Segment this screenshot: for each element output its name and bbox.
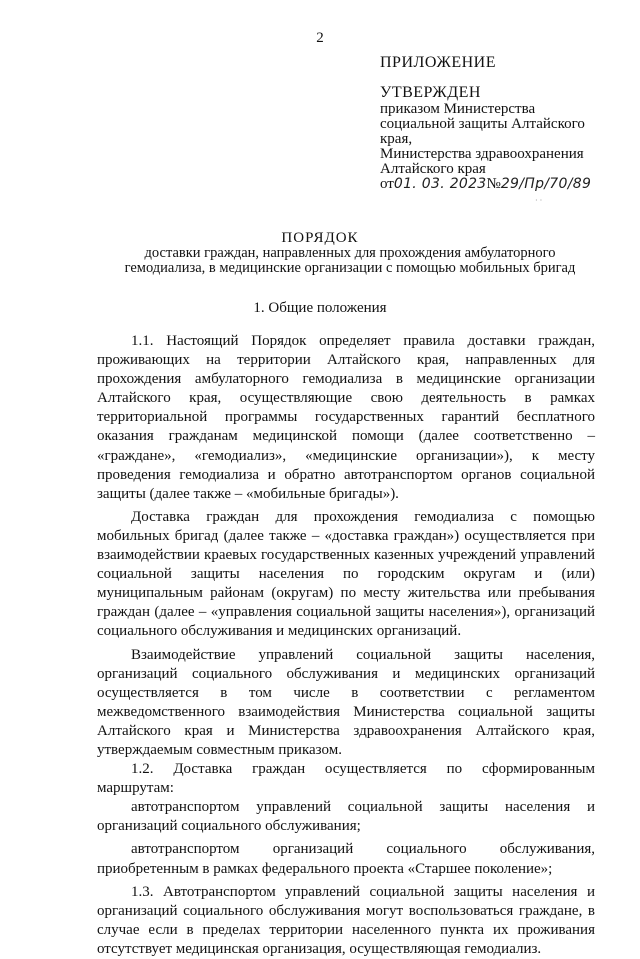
paragraph-1-2: 1.2. Доставка граждан осуществляется по сформированным маршрутам:: [97, 761, 595, 797]
document-subtitle: доставки граждан, направленных для прохождения амбулаторного гемодиализа, в медицинские организации с помощью мобильных бригад: [124, 245, 576, 276]
approval-block: [380, 54, 630, 192]
section-body: [97, 332, 595, 959]
page-number: 2: [316, 30, 324, 46]
paragraph-1-1: 1.1. Настоящий Порядок определяет правила доставки граждан, проживающих на территории Алтайского края, направленных для прохождения амбулаторного гемодиализа в медицинские организации Алтайского края, осуществляющие свою деятельность в рамках территориальной программы государственных гарантий бесплатного оказания гражданам медицинской помощи (далее соответственно – «граждане», «гемодиализ», «медицинские организации»), к месту проведения гемодиализа и обратно автотранспортом органов социальной защиты (далее также – «мобильные бригады»).: [97, 333, 595, 502]
approved-label: УТВЕРЖДЕН: [380, 84, 481, 101]
scan-mark: · ·: [535, 196, 543, 205]
appendix-label: ПРИЛОЖЕНИЕ: [380, 54, 497, 71]
document-title: ПОРЯДОК: [281, 230, 359, 246]
paragraph-interaction: Взаимодействие управлений социальной защиты населения, организаций социального обслуживания и медицинских организаций осуществляется в том числе в соответствии с регламентом межведомственного взаимодействия Министерства социальной защиты Алтайского края и Министерства здравоохранения Алтайского края, утверждаемым совместным приказом.: [97, 646, 595, 758]
approval-issuer: приказом Министерства социальной защиты Алтайского края, Министерства здравоохранения Алтайского края: [380, 101, 585, 177]
handwritten-date: 01. 03. 2023: [393, 176, 487, 192]
list-item-route-2: автотранспортом организаций социального обслуживания, приобретенным в рамках федерального проекта «Старшее поколение»;: [97, 841, 595, 877]
paragraph-1-3: 1.3. Автотранспортом управлений социальной защиты населения и организаций социального обслуживания могут воспользоваться граждане, в случае если в пределах территории населенного пункта их проживания отсутствует медицинская организация, осуществляющая гемодиализ.: [97, 883, 595, 957]
list-item-route-1: автотранспортом управлений социальной защиты населения и организаций социального обслуживания;: [97, 799, 595, 835]
date-prefix: от: [380, 176, 394, 192]
number-prefix: №: [486, 176, 501, 192]
paragraph-delivery: Доставка граждан для прохождения гемодиализа с помощью мобильных бригад (далее также – «доставка граждан») осуществляется при взаимодействии краевых государственных казенных учреждений управлений социальной защиты населения по городским округам и (или) муниципальным районам (округам) по месту жительства или пребывания граждан (далее – «управления социальной защиты населения»), организаций социального обслуживания и медицинских организаций.: [97, 508, 595, 640]
handwritten-number: 29/Пр/70/89: [500, 176, 592, 192]
section-heading: 1. Общие положения: [253, 300, 387, 316]
approval-date-line: [380, 177, 630, 192]
